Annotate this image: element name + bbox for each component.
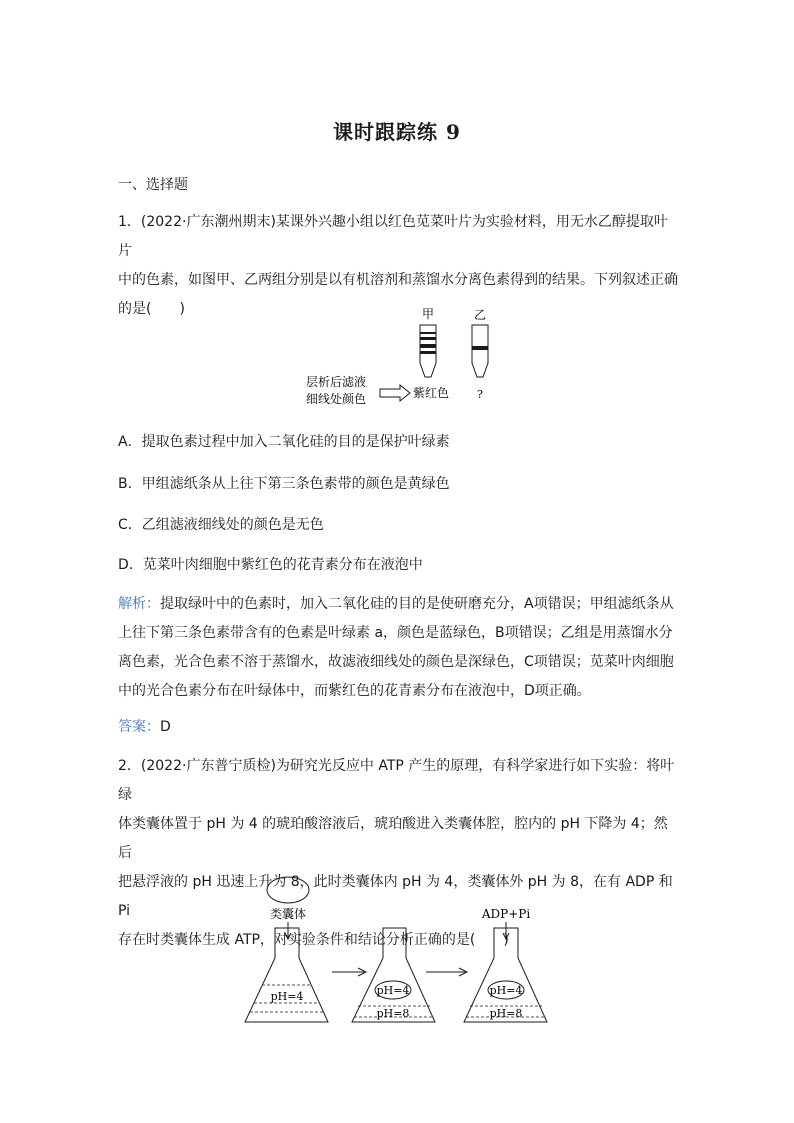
result-yi: ? [477,388,483,401]
flask3-inner-ph: pH=4 [489,984,523,997]
q1-stem-line: 中的色素，如图甲、乙两组分别是以有机溶剂和蒸馏水分离色素得到的结果。下列叙述正确 [118,272,678,288]
page-title: 课时跟踪练 9 [333,120,461,144]
flask2-inner-ph: pH=4 [376,984,410,997]
pigment-band [420,351,436,354]
flask2-outer-ph: pH=8 [376,1007,410,1020]
q1-stem-line: 的是( ) [118,301,185,317]
q2-stem-line: 2．(2022·广东普宁质检)为研究光反应中 ATP 产生的原理，有科学家进行如下实验：将叶绿 [118,758,675,803]
caption-line2: 细线处颜色 [306,392,367,406]
label-jia: 甲 [421,307,435,321]
q2-figure [240,872,560,1030]
label-yi: 乙 [473,308,487,322]
q2-stem-line: 把悬浮液的 pH 迅速上升为 8，此时类囊体内 pH 为 4，类囊体外 pH 为 8，在有 ADP 和 Pi [118,874,673,919]
q1-analysis [118,590,678,706]
answer-label: 答案： [118,719,160,735]
flask3-outer-ph: pH=8 [489,1007,523,1020]
q1-answer [118,716,171,736]
label-adp: ADP+Pi [481,907,531,921]
thylakoid-icon [267,877,309,903]
q1-figure [300,306,520,410]
analysis-label: 解析： [118,596,160,612]
option-a[interactable]: A．提取色素过程中加入二氧化硅的目的是保护叶绿素 [118,434,450,450]
flask1-ph: pH=4 [270,990,304,1003]
flask-3 [464,928,547,1022]
option-c[interactable]: C．乙组滤液细线处的颜色是无色 [118,517,324,533]
pigment-band [420,332,436,334]
q2-stem-line: 体类囊体置于 pH 为 4 的琥珀酸溶液后，琥珀酸进入类囊体腔，腔内的 pH 下降为 4；然后 [118,816,668,861]
analysis-line: 上往下第三条色素带含有的色素是叶绿素 a，颜色是蓝绿色，B项错误；乙组是用蒸馏水分 [118,625,673,641]
section-header: 一、选择题 [118,177,188,193]
filter-strip-jia [420,325,436,377]
arrow-icon [380,385,410,401]
analysis-line: 离色素，光合色素不溶于蒸馏水，故滤液细线处的颜色是深绿色，C项错误；苋菜叶肉细胞 [118,654,674,670]
option-b[interactable]: B．甲组滤纸条从上往下第三条色素带的颜色是黄绿色 [118,476,450,492]
pigment-band [420,344,436,348]
answer-value: D [160,719,171,735]
flask-1 [245,928,328,1022]
result-jia: 紫红色 [413,386,450,400]
filter-strip-yi [472,325,488,377]
pigment-band [472,346,488,350]
caption-line1: 层析后滤液 [306,375,367,389]
analysis-line: 中的光合色素分布在叶绿体中，而紫红色的花青素分布在液泡中，D项正确。 [118,683,591,699]
option-d[interactable]: D．苋菜叶肉细胞中紫红色的花青素分布在液泡中 [118,557,423,573]
q2-stem-line: 存在时类囊体生成 ATP，对实验条件和结论分析正确的是( ) [118,932,509,948]
analysis-text: 提取绿叶中的色素时，加入二氧化硅的目的是使研磨充分，A项错误；甲组滤纸条从 [160,596,674,612]
pigment-band [420,337,436,340]
q1-stem-line: 1．(2022·广东潮州期末)某课外兴趣小组以红色苋菜叶片为实验材料，用无水乙醇提取叶片 [118,214,668,259]
analysis-line [118,590,678,619]
flask-2 [352,928,435,1022]
label-thylakoid: 类囊体 [269,907,307,921]
